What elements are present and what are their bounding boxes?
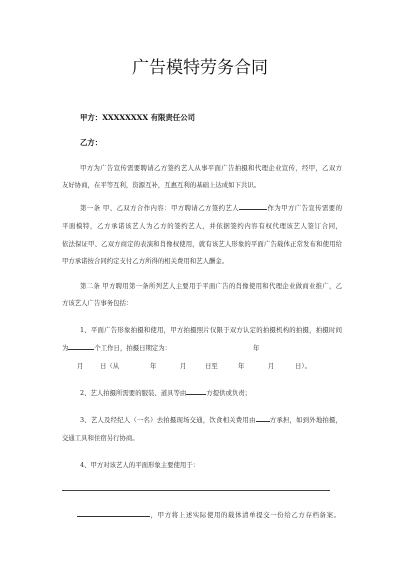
item-2 <box>80 388 251 398</box>
article-1-line: 甲方承诺按合同约定支付乙方所得的相关费用和艺人酬金。 <box>62 257 229 265</box>
article-1-text: 第一条 甲、乙双方合作内容：甲方聘请乙方签约艺人 <box>80 204 240 212</box>
party-a-label: 甲方： <box>80 113 103 122</box>
date-month-label: 月 <box>180 362 187 370</box>
party-b <box>80 138 102 148</box>
article-1-line: 依法保证甲、乙双方商定的表演和肖像权使用，就有该艺人形象的平面广告载体正常发布和使用给 <box>62 240 342 248</box>
item-1-line: 1、平面广告形象拍摄和使用，甲方拍摄照片仅限于双方认定的拍摄机构的拍摄，拍摄时间 <box>80 326 342 334</box>
item-1-text: 个工作日，拍摄日期定为： <box>94 344 172 352</box>
closing-text: ，甲方将上述实际使用的载体清单提交一份给乙方存档备案。 <box>150 511 340 519</box>
article-2-line: 第二条 甲方聘用第一条所列艺人主要用于平面广告的肖像使用和代理企业做商业推广，乙 <box>80 282 342 290</box>
blank-underline <box>68 343 94 350</box>
article-1-text: 作为甲方广告宣传需要的 <box>267 204 343 212</box>
item-1-date-range-line <box>0 361 400 371</box>
date-day-to-label: 日至 <box>205 362 218 370</box>
article-1-line <box>80 203 342 213</box>
item-2-text: 2、艺人拍摄所需要的服装、道具等由 <box>80 389 187 397</box>
item-1-line <box>62 343 342 353</box>
blank-underline <box>186 388 206 395</box>
blank-underline-long <box>62 490 330 491</box>
date-year-label: 年 <box>253 344 260 352</box>
item-3-line <box>80 415 342 425</box>
closing-line <box>77 510 340 520</box>
preamble-line: 友好协商，在平等互利，资源互补，互惠互利的基础上达成如下共识。 <box>62 181 261 189</box>
date-month-label: 月 <box>77 362 84 370</box>
date-day-from-label: 日（从 <box>100 362 120 370</box>
item-3-text: 3、艺人及经纪人（一名）去拍摄现场交通，饮食相关费用由 <box>80 416 256 424</box>
item-2-text: 方提供或负责； <box>206 389 252 397</box>
article-1-line: 平面模特，乙方承诺该艺人为乙方的签约艺人，并依据签约内容有权代理该艺人签订合同， <box>62 222 342 230</box>
party-a-name: XXXXXXXX 有限责任公司 <box>102 113 195 122</box>
contract-title: 广告模特劳务合同 <box>132 58 268 78</box>
date-year-label: 年 <box>150 362 157 370</box>
item-3-line: 交通工具和住宿另行协商。 <box>62 434 139 442</box>
blank-underline <box>256 415 270 422</box>
date-day-end-label: 日）。 <box>295 362 311 370</box>
date-month-label: 月 <box>268 362 275 370</box>
item-1-text: 为 <box>62 344 69 352</box>
party-b-label: 乙方： <box>80 138 103 147</box>
preamble-line: 甲方为广告宣传需要聘请乙方签约艺人从事平面广告拍摄和代理企业宣传，经甲，乙双方 <box>80 164 342 172</box>
party-a <box>80 113 195 123</box>
item-4: 4、甲方对该艺人的平面形象主要使用于： <box>80 461 200 469</box>
article-2-line: 方该艺人广告事务包括： <box>62 299 133 307</box>
item-3-text: 方承担，如到外地拍摄， <box>269 416 342 424</box>
blank-underline <box>77 510 150 517</box>
date-year-label: 年 <box>238 362 245 370</box>
blank-underline <box>239 203 267 210</box>
